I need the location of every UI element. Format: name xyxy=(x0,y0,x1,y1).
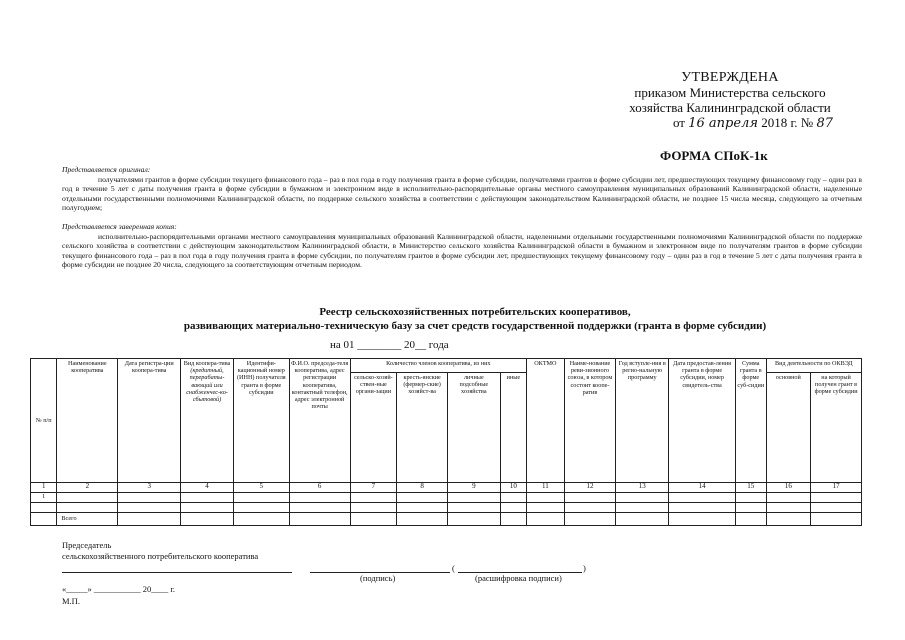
header-kind-label: Вид коопера-тива xyxy=(183,360,231,367)
table-cell[interactable] xyxy=(616,493,669,503)
column-number: 10 xyxy=(500,483,526,493)
copy-label: Представляется заверенная копия: xyxy=(62,222,177,231)
stamp-place: М.П. xyxy=(62,596,80,606)
registry-title-line-2: развивающих материально-техническую базу за счет средств государственной поддержки (гранта в форме субсидии) xyxy=(183,320,767,332)
column-number: 12 xyxy=(564,483,616,493)
table-cell[interactable] xyxy=(500,493,526,503)
table-cell[interactable] xyxy=(766,493,811,503)
column-number: 14 xyxy=(669,483,736,493)
table-cell[interactable] xyxy=(397,513,448,526)
table-cell[interactable] xyxy=(766,503,811,513)
bracket-close: ) xyxy=(583,563,586,573)
table-cell[interactable] xyxy=(736,493,766,503)
column-number: 17 xyxy=(811,483,862,493)
header-sum: Сумма гранта в форме суб-сидии xyxy=(736,359,766,483)
table-cell[interactable] xyxy=(811,503,862,513)
column-number: 7 xyxy=(350,483,397,493)
table-row xyxy=(31,493,862,503)
copy-section xyxy=(62,222,862,270)
column-number: 1 xyxy=(31,483,57,493)
row-number: 1 xyxy=(31,493,57,503)
table-cell[interactable] xyxy=(736,503,766,513)
header-members-household: личные подсобные хозяйства xyxy=(447,373,500,483)
registry-title xyxy=(80,305,870,333)
table-cell[interactable] xyxy=(181,493,234,503)
approval-title: УТВЕРЖДЕНА xyxy=(681,70,779,85)
table-cell[interactable] xyxy=(447,493,500,503)
column-number: 3 xyxy=(118,483,181,493)
table-cell[interactable] xyxy=(181,513,234,526)
signature-caption: (подпись) xyxy=(360,573,396,583)
header-okved-grant: на который получен грант в форме субсидии xyxy=(811,373,862,483)
registry-year: на 01 ________ 20__ года xyxy=(330,339,449,351)
table-cell[interactable] xyxy=(811,493,862,503)
registry-title-line-1: Реестр сельскохозяйственных потребительских кооперативов, xyxy=(319,306,631,318)
table-row xyxy=(31,503,862,513)
table-cell[interactable] xyxy=(447,503,500,513)
table-cell[interactable] xyxy=(233,513,289,526)
table-cell[interactable] xyxy=(811,513,862,526)
form-title: ФОРМА СПоК-1к xyxy=(660,148,768,163)
header-program: Год вступле-ния в регио-нальную программу xyxy=(616,359,669,483)
table-cell[interactable] xyxy=(564,503,616,513)
header-grantdate: Дата предостав-ления гранта в форме субсидии, номер свидетель-ства xyxy=(669,359,736,483)
column-number: 2 xyxy=(57,483,118,493)
table-cell[interactable] xyxy=(616,503,669,513)
header-members-farm: кресть-янские (фермер-ские) хозяйст-ва xyxy=(397,373,448,483)
column-number: 8 xyxy=(397,483,448,493)
header-members-other: иные xyxy=(500,373,526,483)
handwritten-date: 16 апреля xyxy=(688,116,758,131)
chair-name-line xyxy=(62,572,292,573)
header-okved-main: основной xyxy=(766,373,811,483)
table-cell[interactable] xyxy=(564,493,616,503)
table-cell[interactable] xyxy=(766,513,811,526)
table-cell[interactable] xyxy=(669,513,736,526)
table-cell[interactable] xyxy=(350,503,397,513)
copy-text: исполнительно-распорядительными органами местного самоуправления муниципальных образований Калининградской области, наделенными отдельными государственными полномочиями Калининградской области по поддержке сельского хозяйства в соответствии с действующим законодательством Калининградской области, в Министерство сельского хозяйства Калининградской области в бумажном и электронном виде по получателям грантов в форме субсидии текущего финансового года – раз в пол года в году получения гранта в форме субсидии, по получателям грантов в форме субсидии лет, предшествующих текущему финансовому году – один раз в год в течение 5 лет с даты получения гранта в форме субсидии не позднее 20 числа, следующего за соответствующим отчетным периодом. xyxy=(62,231,862,269)
column-number: 4 xyxy=(181,483,234,493)
handwritten-number: 87 xyxy=(816,116,834,131)
header-chair: Ф.И.О. председа-теля кооператива, адрес регистрации кооператива, контактный телефон, адрес электронной почты xyxy=(289,359,350,483)
header-union: Наиме-нование реви-зионного союза, в котором состоит коопе-ратив xyxy=(564,359,616,483)
table-cell xyxy=(31,513,57,526)
approval-date xyxy=(600,115,860,131)
table-cell[interactable] xyxy=(31,503,57,513)
header-num: № п/п xyxy=(31,359,57,483)
header-regdate: Дата регистра-ции коопера-тива xyxy=(118,359,181,483)
approval-line-1: приказом Министерства сельского xyxy=(634,85,826,100)
column-numbers-row xyxy=(31,483,862,493)
chair-label-2: сельскохозяйственного потребительского кооператива xyxy=(62,551,259,561)
table-cell[interactable] xyxy=(118,503,181,513)
header-oktmo: ОКТМО xyxy=(527,359,565,483)
table-cell[interactable] xyxy=(57,493,118,503)
column-number: 16 xyxy=(766,483,811,493)
table-cell[interactable] xyxy=(500,513,526,526)
table-cell[interactable] xyxy=(527,513,565,526)
approval-date-year: 2018 г. № xyxy=(761,115,814,130)
chair-label-1: Председатель xyxy=(62,540,112,550)
column-number: 15 xyxy=(736,483,766,493)
column-number: 5 xyxy=(233,483,289,493)
table-cell[interactable] xyxy=(57,503,118,513)
table-cell[interactable] xyxy=(289,503,350,513)
table-cell[interactable] xyxy=(289,513,350,526)
table-cell[interactable] xyxy=(669,503,736,513)
header-kind-note: (кредитный, перерабаты-вающий или снабженчес-ко-сбытовой) xyxy=(186,367,228,404)
header-okved: Вид деятельности по ОКВЭД xyxy=(766,359,862,373)
original-text: получателями грантов в форме субсидии текущего финансового года – раз в пол года в году получения гранта в форме субсидии, получателями грантов в форме субсидии лет, предшествующих текущему финансовому году – один раз в год в течение 5 лет с даты получения гранта в форме субсидии в бумажном и электронном виде в исполнительно-распорядительные органы местного самоуправления муниципальных образований Калининградской области, наделенные отдельными государственными полномочиями Калининградской области, по поддержке сельского хозяйства в соответствии с действующим законодательством Калининградской области, не позднее 15 числа месяца, следующего за отчетным полугодием; xyxy=(62,174,862,212)
signature-decode-caption: (расшифровка подписи) xyxy=(475,573,562,583)
total-row xyxy=(31,513,862,526)
table-cell[interactable] xyxy=(289,493,350,503)
table-cell[interactable] xyxy=(527,493,565,503)
header-name: Наименование кооператива xyxy=(57,359,118,483)
table-cell[interactable] xyxy=(118,493,181,503)
table-cell[interactable] xyxy=(350,513,397,526)
table-cell[interactable] xyxy=(564,513,616,526)
bracket-open: ( xyxy=(452,563,455,573)
table-cell[interactable] xyxy=(350,493,397,503)
table-cell[interactable] xyxy=(669,493,736,503)
original-section xyxy=(62,165,862,213)
column-number: 13 xyxy=(616,483,669,493)
registry-table xyxy=(30,358,862,526)
header-members: Количество членов кооператива, из них xyxy=(350,359,527,373)
header-members-agri: сельско-хозяй-ствен-ные органи-зации xyxy=(350,373,397,483)
total-label: Всего xyxy=(57,513,118,526)
approval-line-2: хозяйства Калининградской области xyxy=(629,100,831,115)
approval-block xyxy=(600,70,860,131)
original-label: Представляется оригинал: xyxy=(62,165,151,174)
header-inn: Идентифи-кационный номер (ИНН) получателя гранта в форме субсидии xyxy=(233,359,289,483)
table-cell[interactable] xyxy=(616,513,669,526)
table-cell[interactable] xyxy=(447,513,500,526)
approval-date-prefix: от xyxy=(672,115,685,130)
table-cell[interactable] xyxy=(397,503,448,513)
table-cell[interactable] xyxy=(736,513,766,526)
footer-date: «_____» ___________ 20____ г. xyxy=(62,584,176,594)
table-cell[interactable] xyxy=(500,503,526,513)
table-cell[interactable] xyxy=(527,503,565,513)
table-cell[interactable] xyxy=(233,503,289,513)
header-kind xyxy=(181,359,234,483)
table-cell[interactable] xyxy=(233,493,289,503)
column-number: 9 xyxy=(447,483,500,493)
table-cell[interactable] xyxy=(397,493,448,503)
table-cell[interactable] xyxy=(181,503,234,513)
column-number: 6 xyxy=(289,483,350,493)
table-cell[interactable] xyxy=(118,513,181,526)
column-number: 11 xyxy=(527,483,565,493)
